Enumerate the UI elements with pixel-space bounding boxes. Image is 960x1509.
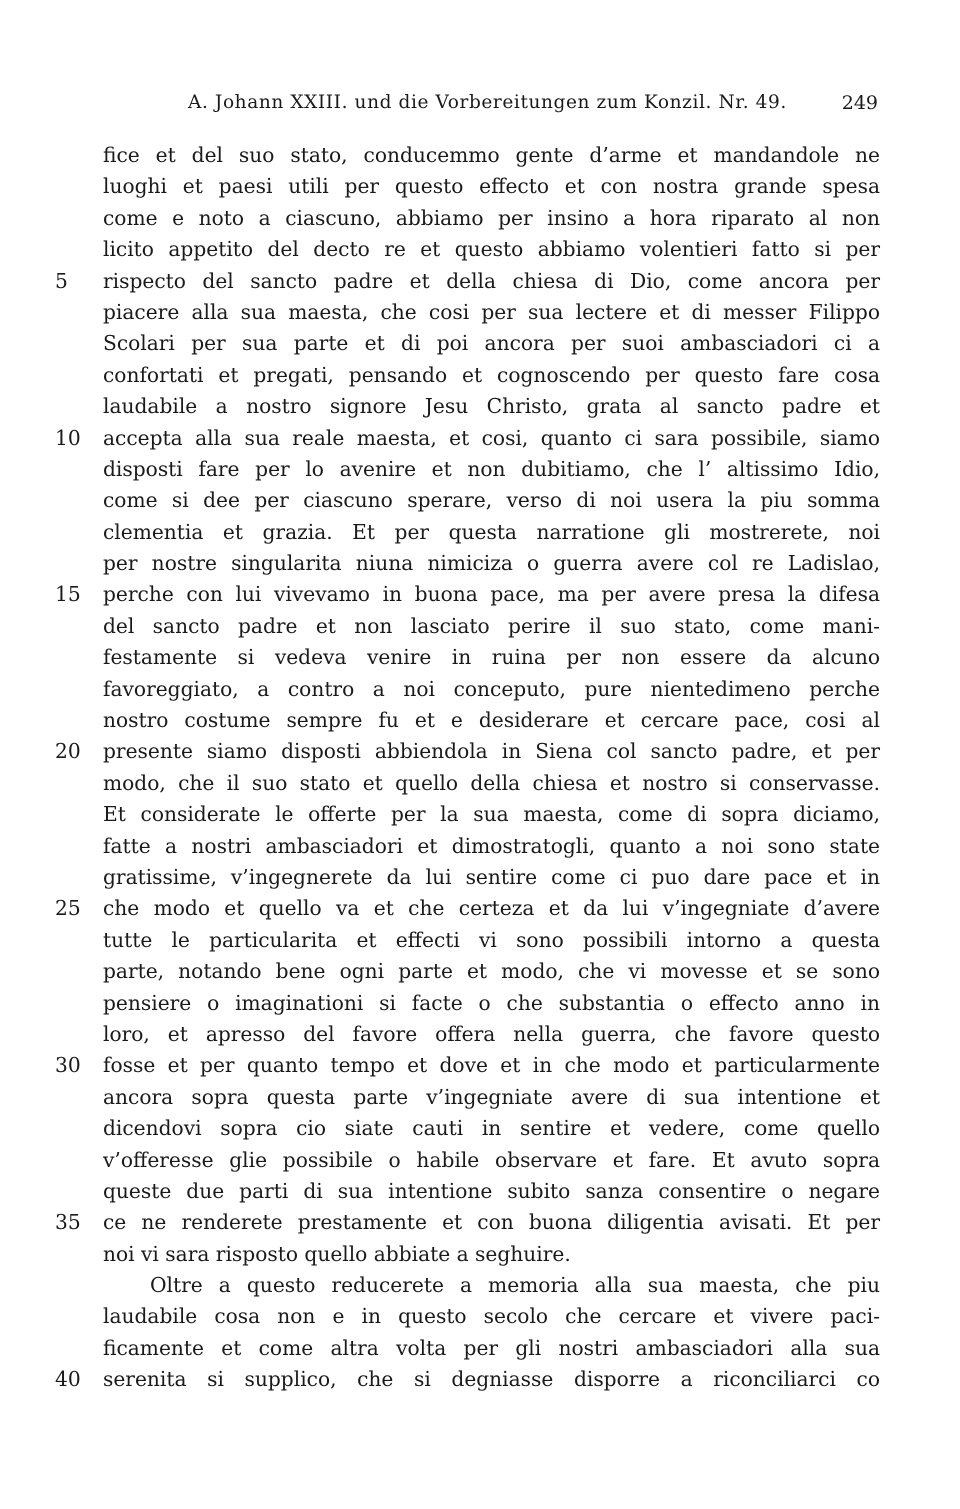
line-text: licito appetito del decto re et questo abbiamo volentieri fatto si per [103,237,880,262]
text-line [103,328,880,359]
line-text: laudabile cosa non e in questo secolo che cercare et vivere paci- [103,1304,880,1329]
text-line [103,297,880,328]
body-text [0,140,960,1396]
text-line [103,1239,880,1270]
text-line [103,485,880,516]
text-line [103,517,880,548]
line-text: festamente si vedeva venire in ruina per non essere da alcuno [103,645,880,670]
text-line [150,1270,880,1301]
line-text: nostro costume sempre fu et e desiderare et cercare pace, cosi al [103,708,880,733]
text-line [103,925,880,956]
line-text: fice et del suo stato, conducemmo gente d’arme et mandandole ne [103,143,880,167]
line-text: gratissime, v’ingegnerete da lui sentire come ci puo dare pace et in [103,864,880,889]
line-text: Scolari per sua parte et di poi ancora per suoi ambasciadori ci a [103,331,880,356]
line-text: queste due parti di sua intentione subito sanza consentire o negare [103,1178,880,1203]
text-line [103,674,880,705]
page-number: 249 [841,92,878,114]
line-text: dicendovi sopra cio siate cauti in sentire et vedere, come quello [103,1116,880,1141]
text-line [103,360,880,391]
line-text: perche con lui vivevamo in buona pace, ma per avere presa la difesa [103,582,880,607]
line-text: fosse et per quanto tempo et dove et in che modo et particularmente [103,1053,880,1078]
line-text: ce ne renderete prestamente et con buona diligentia avisati. Et per [103,1210,880,1235]
line-text: per nostre singularita niuna nimiciza o guerra avere col re Ladislao, [103,551,880,576]
text-line [103,234,880,265]
line-number: 20 [55,739,81,764]
text-line [103,1333,880,1364]
text-line [103,548,880,579]
line-text: presente siamo disposti abbiendola in Siena col sancto padre, et per [103,739,880,764]
text-line [103,140,880,171]
text-line [55,893,880,924]
line-text: accepta alla sua reale maesta, et cosi, quanto ci sara possibile, siamo [103,425,880,450]
text-line [103,1145,880,1176]
text-line [103,1082,880,1113]
line-text: modo, che il suo stato et quello della chiesa et nostro si conservasse. [103,770,880,795]
line-text: ancora sopra questa parte v’ingegniate avere di sua intentione et [103,1084,880,1109]
line-text: clementia et grazia. Et per questa narratione gli mostrerete, noi [103,519,880,544]
line-text: pensiere o imaginationi si facte o che substantia o effecto anno in [103,990,880,1015]
line-text: luoghi et paesi utili per questo effecto et con nostra grande spesa [103,174,880,199]
text-line [103,988,880,1019]
line-text: rispecto del sancto padre et della chiesa di Dio, come ancora per [103,268,880,293]
text-line [103,799,880,830]
line-number: 25 [55,896,81,921]
text-line [103,611,880,642]
text-line [103,956,880,987]
line-text: del sancto padre et non lasciato perire il suo stato, come mani- [103,613,880,638]
text-line [103,171,880,202]
line-text: v’offeresse glie possibile o habile observare et fare. Et avuto sopra [103,1147,880,1172]
line-text: che modo et quello va et che certeza et da lui v’ingegniate d’avere [103,896,880,921]
line-text: favoreggiato, a contro a noi conceputo, pure nientedimeno perche [103,676,880,701]
line-text: fatte a nostri ambasciadori et dimostratogli, quanto a noi sono state [103,833,880,858]
text-line [55,1050,880,1081]
line-text: ficamente et come altra volta per gli nostri ambasciadori alla sua [103,1335,880,1360]
line-number: 35 [55,1210,81,1235]
line-text: disposti fare per lo avenire et non dubitiamo, che l’ altissimo Idio, [103,456,880,481]
text-line [103,391,880,422]
running-title: A. Johann XXIII. und die Vorbereitungen zum Konzil. Nr. 49. [188,92,787,113]
line-text: come si dee per ciascuno sperare, verso di noi usera la piu somma [103,488,880,513]
line-text: parte, notando bene ogni parte et modo, che vi movesse et se sono [103,959,880,984]
text-line [103,831,880,862]
line-number: 15 [55,582,81,607]
text-line [103,454,880,485]
text-line [103,642,880,673]
line-text: piacere alla sua maesta, che cosi per sua lectere et di messer Filippo [103,299,880,324]
line-number: 40 [55,1367,81,1392]
running-head [188,92,878,118]
line-text: laudabile a nostro signore Jesu Christo, grata al sancto padre et [103,394,880,419]
line-text: loro, et apresso del favore offera nella guerra, che favore questo [103,1021,880,1046]
text-line [103,768,880,799]
text-line [103,862,880,893]
line-text: Oltre a questo reducerete a memoria alla sua maesta, che piu [150,1273,880,1298]
text-line [103,1301,880,1332]
line-text: confortati et pregati, pensando et cognoscendo per questo fare cosa [103,362,880,387]
line-number: 10 [55,425,81,450]
text-line [103,705,880,736]
line-text: serenita si supplico, che si degniasse disporre a riconciliarci co [103,1367,880,1392]
text-line [103,1176,880,1207]
text-line [55,266,880,297]
text-line [55,1207,880,1238]
text-line [103,203,880,234]
line-number: 5 [55,268,68,293]
line-text: tutte le particularita et effecti vi sono possibili intorno a questa [103,927,880,952]
text-line [55,1364,880,1395]
text-line [55,736,880,767]
text-line [55,423,880,454]
line-text: Et considerate le offerte per la sua maesta, come di sopra diciamo, [103,802,880,827]
text-line [55,579,880,610]
text-line [103,1113,880,1144]
line-text: noi vi sara risposto quello abbiate a seghuire. [103,1241,571,1266]
line-text: come e noto a ciascuno, abbiamo per insino a hora riparato al non [103,205,880,230]
line-number: 30 [55,1053,81,1078]
text-line [103,1019,880,1050]
